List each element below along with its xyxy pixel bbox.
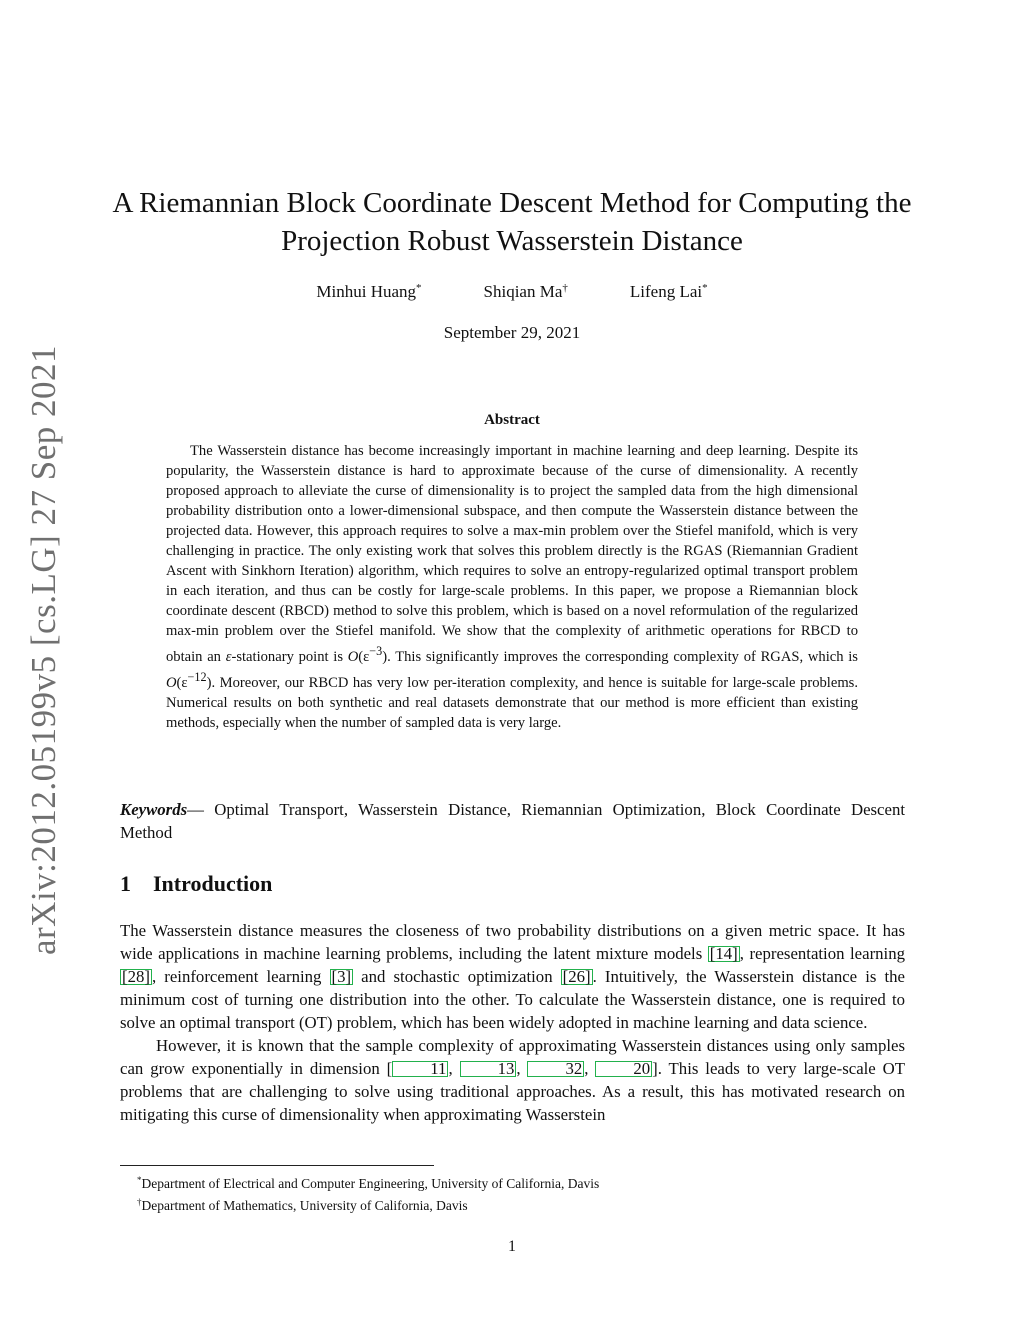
abstract-body: The Wasserstein distance has become increasingly important in machine learning and deep learning. Despite its popularity, the Wasserstein distance is hard to approximate because of the curse of dimensionality. A recently proposed approach to alleviate the curse of dimensionality is to project the sampled data from the high dimensional probability distribution onto a lower-dimensional subspace, and then compute the Wasserstein distance between the projected data. However, this approach requires to solve a max-min problem over the Stiefel manifold, which is very challenging in practice. The only existing work that solves this problem directly is the RGAS (Riemannian Gradient Ascent with Sinkhorn Iteration) algorithm, which requires to solve an entropy-regularized optimal transport problem in each iteration, and thus can be costly for large-scale problems. In this paper, we propose a Riemannian block coordinate descent (RBCD) method to solve this problem, which is based on a novel reformulation of the regularized max-min problem over the Stiefel manifold. We show that the complexity of arithmetic operations for RBCD to obtain an ε-stationary point is $O(\varepsilon^{-3})$. This significantly improves the corresponding complexity of RGAS, which is $O(\varepsilon^{-12})$. Moreover, our RBCD has very low per-iteration complexity, and hence is suitable for large-scale problems. Numerical results on both synthetic and real datasets demonstrate that our method is more efficient than existing methods, especially when the number of sampled data is very large. (166, 443, 858, 731)
author: Minhui Huang* (316, 282, 422, 301)
footnote: *Department of Electrical and Computer Engineering, University of California, Davis (137, 1175, 600, 1191)
paper-title: A Riemannian Block Coordinate Descent Method for Computing the Projection Robust Wasserstein Distance (112, 187, 912, 257)
citation-link[interactable]: [14] (709, 944, 738, 963)
footnote-divider (120, 1165, 434, 1166)
arxiv-identifier-stamp (18, 344, 70, 956)
affiliation-mark: † (562, 282, 568, 294)
keywords-label: Keywords (120, 800, 188, 819)
paragraph: However, it is known that the sample complexity of approximating Wasserstein distances using only samples can grow exponentially in dimension [ 11 , 13 , 32 , 20 ]. This leads to very large-scale OT problems that are challenging to solve using traditional approaches. As a result, this has motivated research on mitigating this curse of dimensionality when approximating Wasserstein (120, 1036, 906, 1124)
keywords-list: Optimal Transport, Wasserstein Distance, Riemannian Optimization, Block Coordinate Descent Method (120, 800, 905, 842)
paragraph: The Wasserstein distance measures the closeness of two probability distributions on a given metric space. It has wide applications in machine learning problems, including the latent mixture models [14] , representation learning [28] , reinforcement learning [3] and stochastic optimization [26] . Intuitively, the Wasserstein distance is the minimum cost of turning one distribution into the other. To calculate the Wasserstein distance, one is required to solve an optimal transport (OT) problem, which has been widely adopted in machine learning and data science. (120, 921, 905, 1032)
citation-link[interactable]: 20 (595, 1061, 652, 1077)
citation-link[interactable]: [28] (122, 967, 150, 986)
footnotes (137, 1171, 599, 1215)
section-heading (120, 871, 272, 897)
publication-date: September 29, 2021 (443, 323, 581, 342)
affiliation-mark: * (702, 282, 708, 294)
footnote: †Department of Mathematics, University of California, Davis (137, 1197, 468, 1213)
citation-link[interactable]: 13 (460, 1061, 517, 1077)
section-title: Introduction (153, 871, 273, 896)
introduction-body (120, 919, 905, 1126)
citation-link[interactable]: 32 (527, 1061, 584, 1077)
citation-link[interactable]: [3] (331, 967, 352, 986)
affiliation-mark: * (416, 282, 422, 294)
citation-link[interactable]: 11 (392, 1061, 448, 1077)
abstract-heading: Abstract (484, 412, 540, 428)
keywords-line: Keywords— Optimal Transport, Wasserstein Distance, Riemannian Optimization, Block Coordinate Descent Method (120, 800, 905, 842)
citation-link[interactable]: [26] (562, 967, 591, 986)
author: Shiqian Ma† (483, 282, 568, 301)
section-number: 1 (120, 871, 131, 896)
arxiv-stamp-text: arXiv:2012.05199v5 [cs.LG] 27 Sep 2021 (24, 344, 63, 956)
author: Lifeng Lai* (629, 282, 708, 301)
author-list (0, 282, 1024, 302)
page-number: 1 (508, 1238, 516, 1255)
